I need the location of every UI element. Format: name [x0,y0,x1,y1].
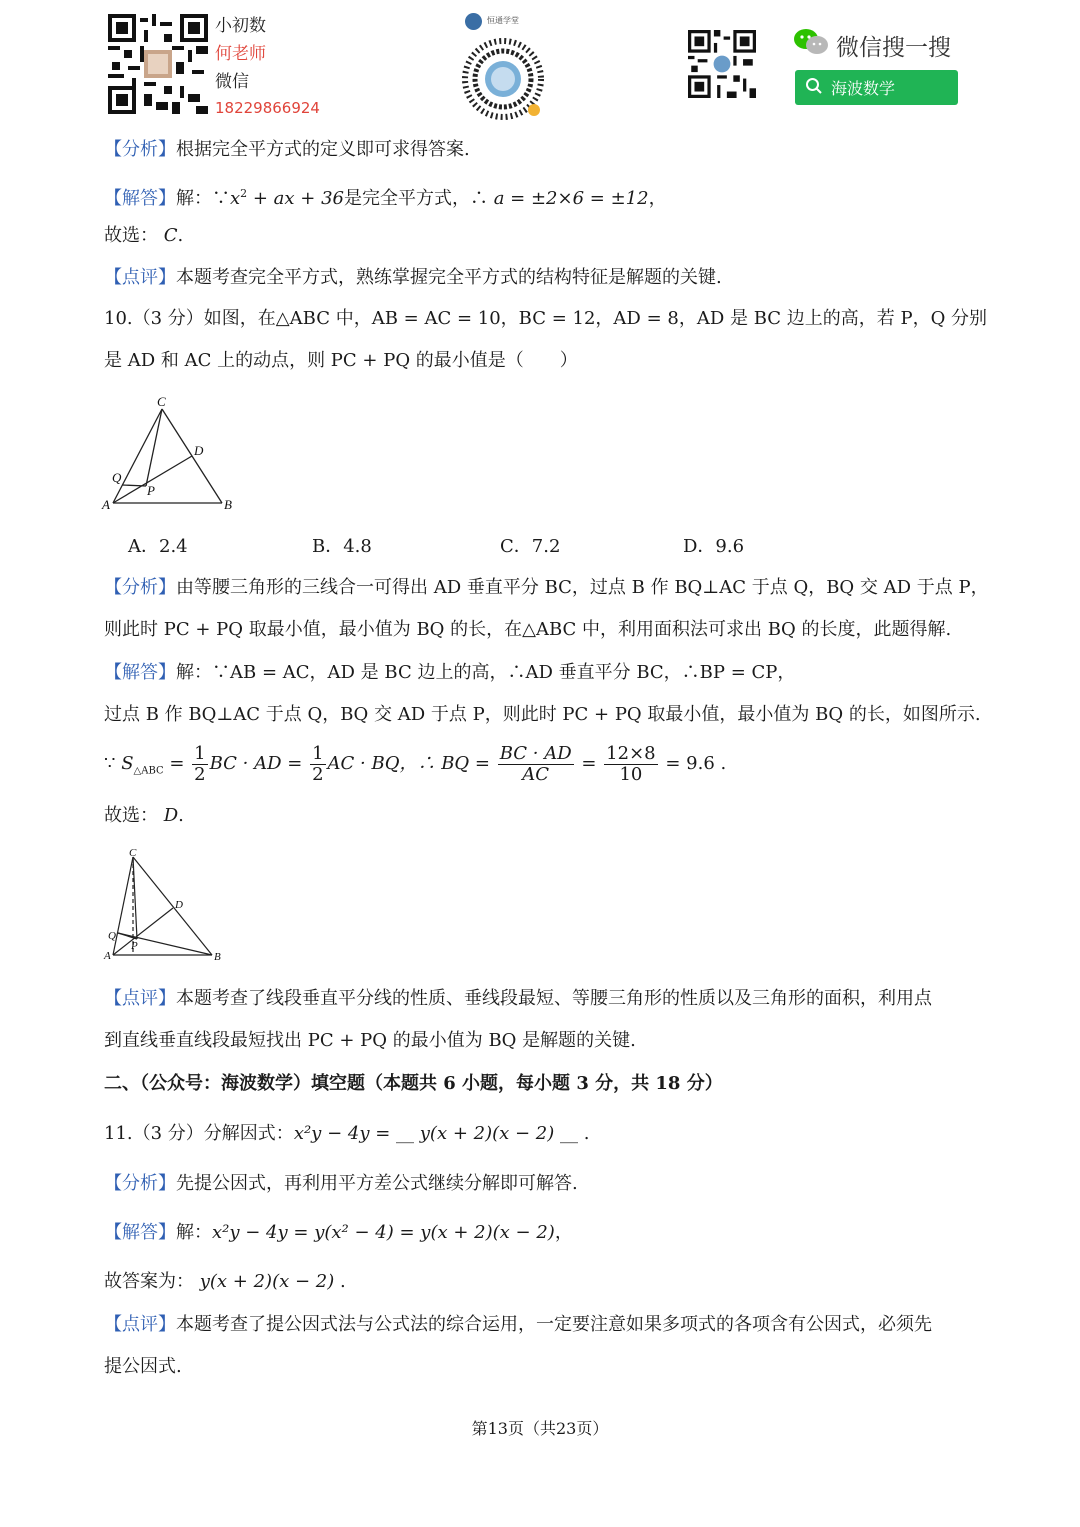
q10-figure [100,392,250,517]
fig1-label-c: C [157,394,166,409]
teacher-line-3: 微信 [215,72,249,92]
fig2-label-c: C [129,847,137,859]
wechat-search-label: 微信搜一搜 [836,35,951,61]
q11-analysis: 【分析】先提公因式，再利用平方差公式继续分解即可解答. [104,1173,578,1194]
wechat-logo-icon [793,28,829,56]
q10-analysis-line-1: 【分析】由等腰三角形的三线合一可得出 AD 垂直平分 BC，过点 B 作 BQ⊥AC 于点 Q，BQ 交 AD 于点 P， [104,577,989,598]
q10-solution-figure [100,845,230,965]
fig1-label-q: Q [112,470,122,485]
analysis-tag: 【分析】 [104,577,176,598]
solution-tag: 【解答】 [104,188,176,209]
fig1-label-d: D [194,443,204,458]
teacher-phone: 18229866924 [215,99,320,117]
teacher-qr-code[interactable] [108,14,208,114]
q10-solution-line-1: 【解答】解：∵AB = AC，AD 是 BC 边上的高，∴AD 垂直平分 BC，∴BP = CP， [104,662,796,683]
page-number: 第13页（共23页） [471,1419,609,1438]
fig2-label-a: A [104,950,111,962]
q10-comment-line-1: 【点评】本题考查了线段垂直平分线的性质、垂线段最短、等腰三角形的性质以及三角形的面积，利用点 [104,988,932,1009]
option-c[interactable]: C．7.2 [500,536,561,557]
section-2-title: 二、（公众号：海波数学）填空题（本题共 6 小题，每小题 3 分，共 18 分） [104,1073,723,1094]
promo-header [0,0,1080,125]
fig2-label-q: Q [108,930,116,942]
solution-tag: 【解答】 [104,1222,176,1243]
q11-comment-line-2: 提公因式. [104,1356,182,1377]
option-d[interactable]: D．9.6 [683,536,745,557]
q10-solution-line-2: 过点 B 作 BQ⊥AC 于点 Q，BQ 交 AD 于点 P，则此时 PC + PQ 取最小值，最小值为 BQ 的长，如图所示. [104,704,981,725]
mini-program-label: 恒通学堂 [487,16,519,25]
teacher-line-2: 何老师 [215,44,266,64]
fig1-label-a: A [102,497,110,512]
account-qr-code[interactable] [688,30,756,98]
fig2-label-d: D [175,899,183,911]
solution-tag: 【解答】 [104,662,176,683]
comment-tag: 【点评】 [104,267,176,288]
fig1-label-b: B [224,497,232,512]
analysis-tag: 【分析】 [104,1173,176,1194]
fig2-label-b: B [214,951,221,963]
q10-comment-line-2: 到直线垂直线段最短找出 PC + PQ 的最小值为 BQ 是解题的关键. [104,1030,636,1051]
teacher-name-lines [215,12,325,120]
q11-answer-blank: __ y(x + 2)(x − 2) __ [396,1123,578,1144]
option-b[interactable]: B．4.8 [312,536,372,557]
search-icon [805,77,823,99]
q9-comment: 【点评】本题考查完全平方式，熟练掌握完全平方式的结构特征是解题的关键. [104,267,722,288]
q9-choice: 故选： C. [104,225,184,246]
q10-solution-formula: ∵ $S_{\triangle ABC}$ = $\frac{1}{2}$ BC · AD = $\frac{1}{2}$ AC · BQ，∴ BQ = $\frac{BC \cdot AD}{AC}$ = $\frac{12\times 8}{10}$ = 9.6 . [104,742,727,785]
comment-tag: 【点评】 [104,988,176,1009]
q10-stem-line-2: 是 AD 和 AC 上的动点，则 PC + PQ 的最小值是（ ） [104,350,578,371]
fig2-label-p: P [131,940,138,952]
q11-answer: 故答案为： y(x + 2)(x − 2) . [104,1271,346,1292]
search-button-label: 海波数学 [831,79,896,98]
comment-tag: 【点评】 [104,1314,176,1335]
search-haibo-button[interactable] [795,70,958,105]
q10-stem-line-1: 10.（3 分）如图，在△ABC 中，AB = AC = 10，BC = 12，AD = 8，AD 是 BC 边上的高，若 P，Q 分别 [104,308,988,329]
q11-stem: 11.（3 分）分解因式：x²y − 4y = __ y(x + 2)(x − 2) __ . [104,1123,590,1144]
option-a[interactable]: A．2.4 [128,536,188,557]
q11-solution: 【解答】解：x²y − 4y = y(x² − 4) = y(x + 2)(x − 2)， [104,1222,573,1243]
q10-analysis-line-2: 则此时 PC + PQ 取最小值，最小值为 BQ 的长，在△ABC 中，利用面积法可求出 BQ 的长度，此题得解. [104,619,952,640]
mini-program-avatar [465,13,482,30]
q11-comment-line-1: 【点评】本题考查了提公因式法与公式法的综合运用，一定要注意如果多项式的各项含有公因式，必须先 [104,1314,932,1335]
fig1-label-p: P [147,483,155,498]
q10-choice: 故选： D. [104,805,184,826]
q9-analysis: 【分析】根据完全平方式的定义即可求得答案. [104,139,470,160]
mini-program-code[interactable] [462,38,544,120]
analysis-tag: 【分析】 [104,139,176,160]
teacher-line-1: 小初数 [215,16,266,36]
q9-solution: 【解答】解：$\because x^2$ + ax + 36是完全平方式，∴ a = ±2×6 = ±12， [104,187,667,209]
